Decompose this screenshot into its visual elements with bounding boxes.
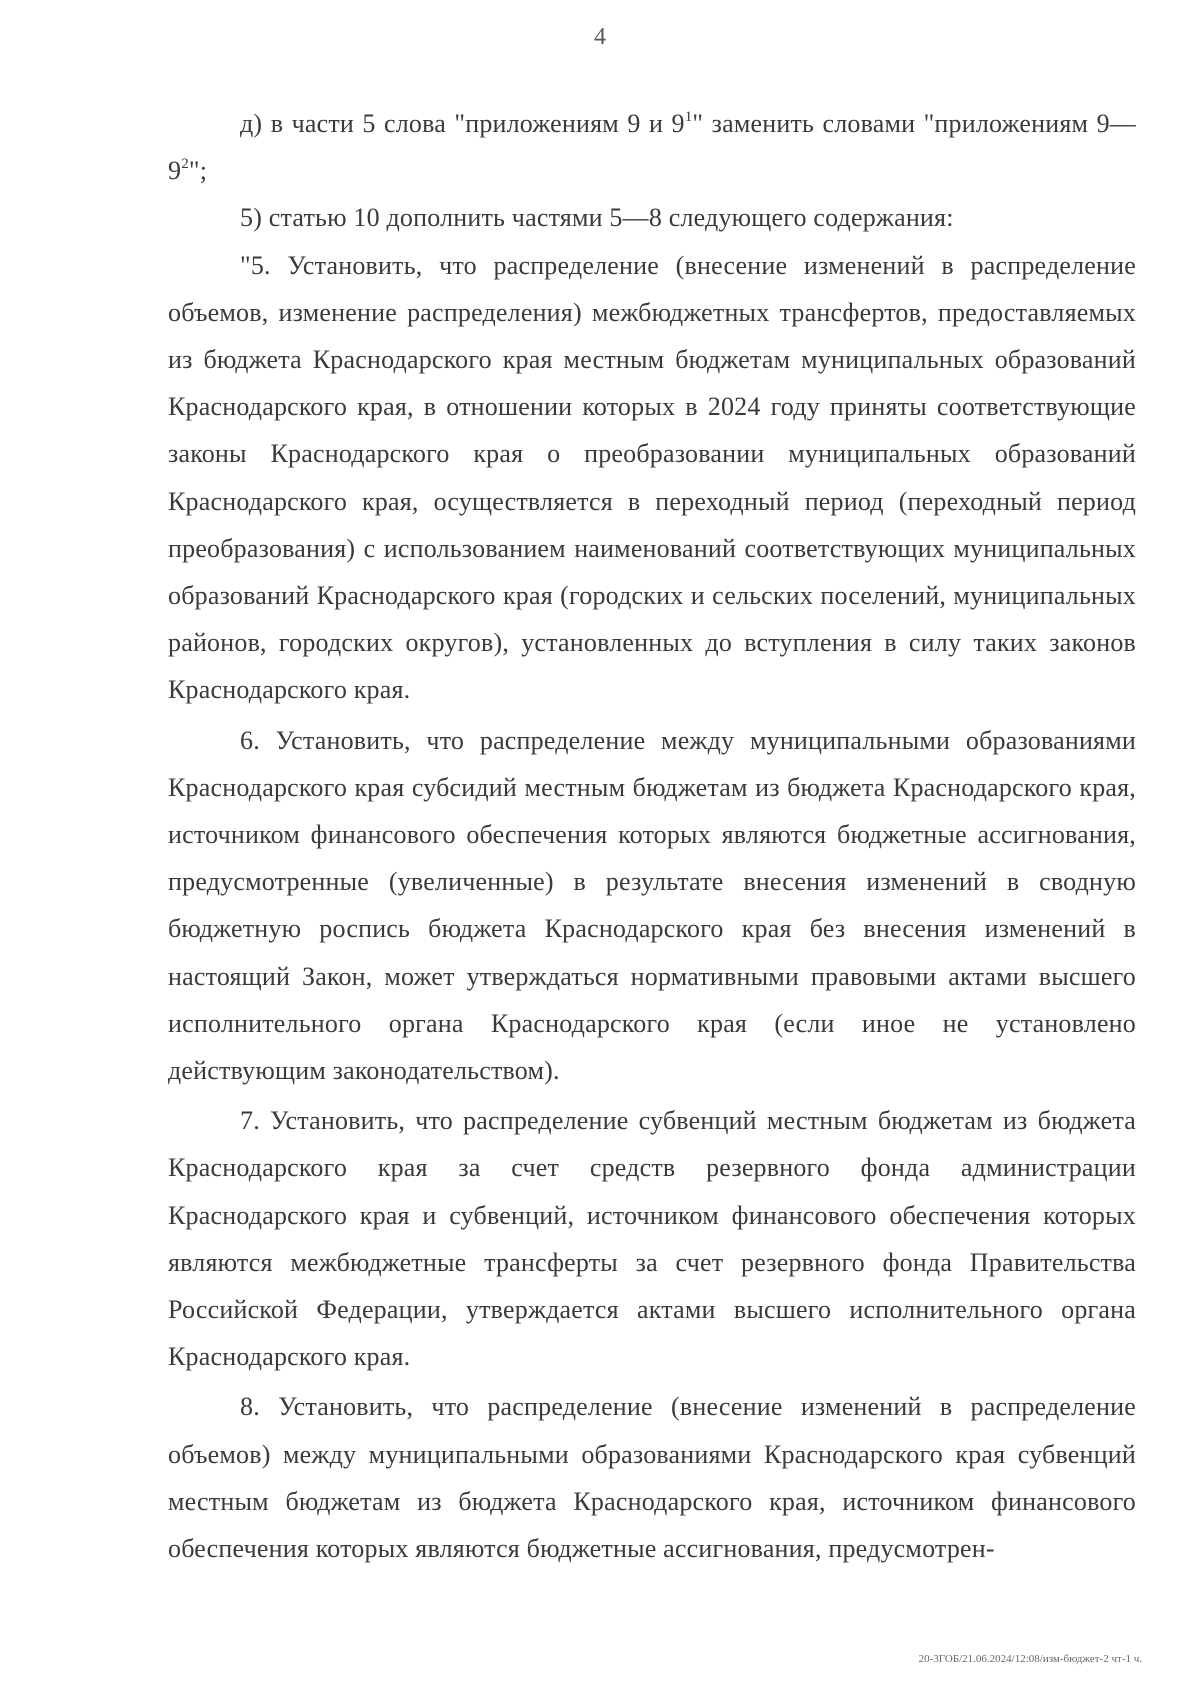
document-footer-code: 20-3ГОБ/21.06.2024/12:08/изм-бюджет-2 чт-1 ч. [918, 1653, 1142, 1665]
paragraph-part-6: 6. Установить, что распределение между муниципальными образованиями Краснодарского края субсидий местным бюджетам из бюджета Краснодарского края, источником финансового обеспечения которых являются бюджетные ассигнования, предусмотренные (увеличенные) в результате внесения изменений в сводную бюджетную роспись бюджета Краснодарского края без внесения изменений в настоящий Закон, может утверждаться нормативными правовыми актами высшего исполнительного органа Краснодарского края (если иное не установлено действующим законодательством). [168, 725, 1136, 1086]
text-fragment: "; [188, 156, 208, 186]
paragraph-part-5: "5. Установить, что распределение (внесение изменений в распределение объемов, изменение распределения) межбюджетных трансфертов, предоставляемых из бюджета Краснодарского края местным бюджетам муниципальных образований Краснодарского края, в отношении которых в 2024 году приняты соответствующие законы Краснодарского края о преобразовании муниципальных образований Краснодарского края, осуществляется в переходный период (переходный период преобразования) с использованием наименований соответствующих муниципальных образований Краснодарского края (городских и сельских поселений, муниципальных районов, городских округов), установленных до вступления в силу таких законов Краснодарского края. [168, 250, 1136, 705]
superscript: 2 [181, 156, 189, 173]
paragraph-part-7: 7. Установить, что распределение субвенций местным бюджетам из бюджета Краснодарского края за счет средств резервного фонда администрации Краснодарского края и субвенций, источником финансового обеспечения которых являются межбюджетные трансферты за счет резервного фонда Правительства Российской Федерации, утверждается актами высшего исполнительного органа Краснодарского края. [168, 1106, 1136, 1372]
paragraph-part-8: 8. Установить, что распределение (внесение изменений в распределение объемов) между муниципальными образованиями Краснодарского края субвенций местным бюджетам из бюджета Краснодарского края, источником финансового обеспечения которых являются бюджетные ассигнования, предусмотрен- [168, 1392, 1136, 1564]
text-fragment: " заменить словами "приложениям 9—9 [168, 109, 1136, 186]
text-fragment: д) в части 5 слова "приложениям 9 и 9 [240, 109, 685, 138]
superscript: 1 [684, 109, 693, 125]
paragraph-amendment-d [168, 100, 1136, 194]
paragraph-article-10: 5) статью 10 дополнить частями 5—8 следующего содержания: [240, 203, 954, 233]
document-body [168, 100, 1136, 1572]
page-number: 4 [594, 24, 606, 50]
